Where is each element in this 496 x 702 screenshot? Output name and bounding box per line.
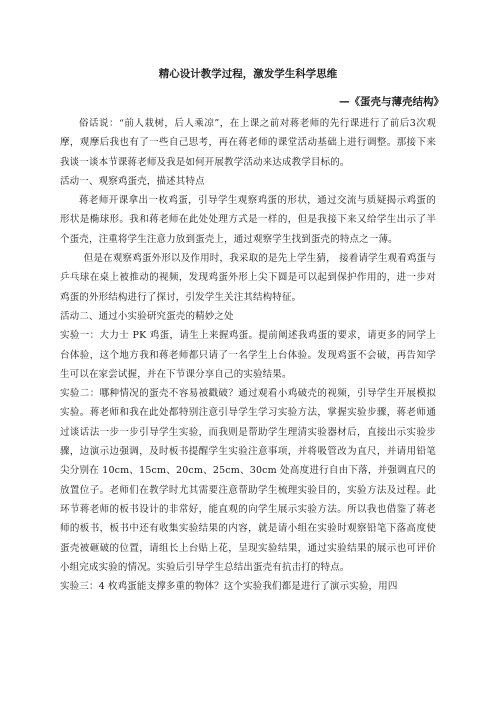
- paragraph-experiment-2: 实验二：哪种情况的蛋壳不容易被戳破？通过观看小鸡破壳的视频，引导学生开展模拟实验。蒋老师和我在此处都特别注意引导学生学习实验方法，掌握实验步骤，蒋老师通过谈话法一步一步引导学生实验，而我则是帮助学生理清实验器材后，直接出示实验步骤，边演示边强调，及时板书提醒学生实验注意事项，并将吸管改为直尺，并请用铅笔尖分别在 10cm、15cm、20cm、25cm、30cm 处高度进行自由下落，并强调直尺的放置位子。老师们在教学时尤其需要注意帮助学生梳理实验目的，实验方法及过程。此环节蒋老师的板书设计的非常好，能直观的向学生展示实验方法。所以我也借鉴了蒋老师的板书，板书中还有收集实验结果的内容，就是请小组在实验时观察铅笔下落高度使蛋壳被砸破的位置，请组长上台贴上花，呈现实验结果，通过实验结果的展示也可评价小组完成实验的情况。实验后引导学生总结出蛋壳有抗击打的特点。: [60, 388, 436, 573]
- paragraph-intro: 俗话说：“前人栽树，后人乘凉”，在上课之前对蒋老师的先行课进行了前后3次观摩，观摩后我也有了一些自己思考，再在蒋老师的课堂活动基础上进行调整。那接下来我谈一谈本节课蒋老师及我是如何开展教学活动来达成教学目标的。: [60, 118, 436, 168]
- document-subtitle: —《蛋壳与薄壳结构》: [339, 96, 444, 108]
- paragraph-activity-1-a: 蒋老师开课拿出一枚鸡蛋，引导学生观察鸡蛋的形状，通过交流与质疑揭示鸡蛋的形状是椭球形。我和蒋老师在此处处理方式是一样的，但是我接下来又给学生出示了半个蛋壳，注重将学生注意力放到蛋壳上，通过观察学生找到蛋壳的特点之一薄。: [60, 195, 436, 245]
- paragraph-experiment-1: 实验一：大力士 PK 鸡蛋，请生上来握鸡蛋。提前阐述我鸡蛋的要求，请更多的同学上台体验，这个地方我和蒋老师都只请了一名学生上台体验。发现鸡蛋不会破，再告知学生可以在家尝试握，并在下节课分享自己的实验结果。: [60, 330, 436, 380]
- section-heading-activity-1: 活动一、观察鸡蛋壳，描述其特点: [60, 175, 205, 187]
- paragraph-experiment-3: 实验三：4 枚鸡蛋能支撑多重的物体？这个实验我们都是进行了演示实验，用四: [60, 581, 398, 593]
- paragraph-activity-1-b: 但是在观察鸡蛋外形以及作用时，我采取的是先上学生猜， 接着请学生观看鸡蛋与乒乓球在桌上被推动的视频，发现鸡蛋外形上尖下圆是可以起到保护作用的，进一步对鸡蛋的外形结构进行了探讨，引发学生关注其结构特征。: [60, 253, 436, 303]
- document-body: [60, 114, 436, 596]
- section-heading-activity-2: 活动二、通过小实验研究蛋壳的精妙之处: [60, 310, 234, 322]
- document-title: 精心设计教学过程，激发学生科学思维: [158, 68, 338, 80]
